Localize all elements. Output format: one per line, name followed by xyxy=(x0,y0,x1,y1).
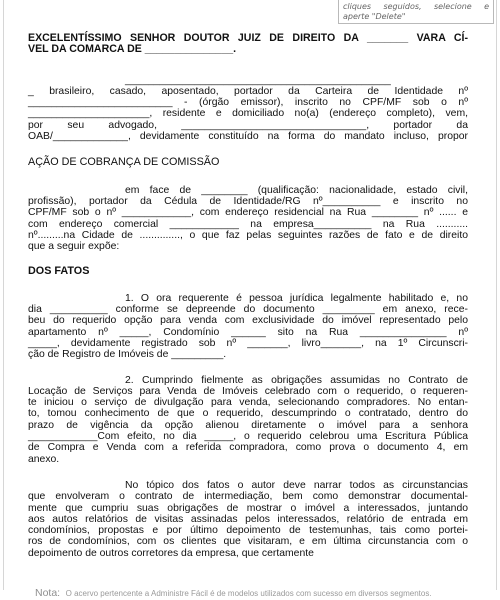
heading-line: VEL DA COMARCA DE _______________. xyxy=(28,43,237,56)
text-line: prazo de vigência da opção alienou diretamente o imóvel para a senhora xyxy=(28,419,468,431)
text-line: to, tomou conhecimento de que o requerido, descumprindo o contratado, dentro do xyxy=(28,408,468,420)
plaintiff-qualification-paragraph xyxy=(28,75,468,143)
court-heading xyxy=(28,33,468,56)
text-line: OAB/_____________, devidamente constituído na forma do mandato incluso, propor xyxy=(28,131,468,143)
instruction-hint-box xyxy=(338,0,494,24)
text-line: apartamento nº _____, Condomínio ______ sito na Rua _______________ nº xyxy=(28,326,468,338)
petition-body[interactable] xyxy=(28,33,468,559)
text-line: mente que cumpriu suas obrigações de mostrar o imóvel a interessados, juntando xyxy=(28,502,468,514)
text-line: profissão), portador da Cédula de Identidade/RG nº__________ e inscrito no xyxy=(28,195,468,207)
text-line: que a seguir expõe: xyxy=(28,241,120,253)
text-line: por seu advogado, ________________________________, portador da xyxy=(28,119,468,131)
text-line: dia __________ conforme se depreende do documento _________ em anexo, rece- xyxy=(28,304,468,316)
text-line: _________________________ - (órgão emissor), inscrito no CPF/MF sob o nº xyxy=(28,97,468,109)
text-line: _ brasileiro, casado, aposentado, portador da Carteira de Identidade nº xyxy=(28,85,468,97)
text-line: anexo. xyxy=(28,453,60,465)
text-line: ______________________________________________ xyxy=(125,74,391,86)
section-title-text: DOS FATOS xyxy=(28,265,90,278)
text-line: aos autos relatórios de visitas assinadas pelos interessados, relatório de entrada em xyxy=(28,513,468,525)
defendant-qualification-paragraph xyxy=(28,185,468,253)
text-line: No tópico dos fatos o autor deve narrar todos as circunstancias xyxy=(125,479,468,491)
text-line: ____________Com efeito, no dia _____, o requerido celebrou uma Escritura Pública xyxy=(28,431,468,443)
heading-line: EXCELENTÍSSIMO SENHOR DOUTOR JUIZ DE DIREITO DA _______ VARA CÍ- xyxy=(28,32,468,44)
fact-paragraph-3 xyxy=(28,480,468,559)
text-line: em face de ________ (qualificação: nacionalidade, estado civil, xyxy=(125,184,468,196)
footer-note xyxy=(35,587,495,599)
fact-paragraph-1 xyxy=(28,293,468,361)
text-line: _____________________, residente e domiciliado no(a) (endereço completo), vem, xyxy=(28,108,468,120)
text-line: que envolveram o contrato de intermediação, bem como demonstrar documental- xyxy=(28,491,468,503)
text-line: te iniciou o serviço de divulgação para venda, selecionando compradores. No entan- xyxy=(28,397,468,409)
action-title xyxy=(28,157,468,168)
footer-note-text: O acervo pertencente a Administre Fácil é de modelos utilizados com sucesso em diversos segmentos. xyxy=(65,589,432,598)
section-title-facts xyxy=(28,266,468,277)
text-line: depoimento de outros corretores da empresa, que certamente xyxy=(28,547,314,559)
text-line: condomínios, propostas e por último depoimento de testemunhas, tais como portei- xyxy=(28,525,468,537)
fact-paragraph-2 xyxy=(28,375,468,465)
text-line: com endereço comercial ____________ na empresa__________ na Rua ........... xyxy=(28,218,468,230)
text-line: nº.........na Cidade de .............., o que faz pelas seguintes razões de fato e de direito xyxy=(28,229,468,241)
text-line: ros de condomínios, com os clientes que visitaram, e em última circunstancia com o xyxy=(28,536,468,548)
text-line: de Compra e Venda com a referida compradora, como prova o documento 4, em xyxy=(28,442,468,454)
text-line: 2. Cumprindo fielmente as obrigações assumidas no Contrato de xyxy=(125,374,468,386)
text-line: beu do requerido opção para venda com exclusividade do imóvel representado pelo xyxy=(28,315,468,327)
text-line: 1. O ora requerente é pessoa jurídica legalmente habilitado e, no xyxy=(125,292,468,304)
text-line: _____, devidamente registrado sob nº _______, livro_______, na 1º Circunscri- xyxy=(28,337,468,349)
text-line: CPF/MF sob o nº ____________, com endereço residencial na Rua ________ nº ...... e xyxy=(28,207,468,219)
action-title-text: AÇÃO DE COBRANÇA DE COMISSÃO xyxy=(28,156,220,169)
text-line: ção de Registro de Imóveis de _________. xyxy=(28,349,227,361)
footer-note-label: Nota: xyxy=(35,587,61,599)
hint-line-1: cliques seguidos, selecione e xyxy=(343,2,489,11)
hint-line-2: aperte "Delete" xyxy=(343,12,406,21)
text-line: Locação de Serviços para Venda de Imóveis celebrado com o requerido, o requeren- xyxy=(28,385,468,397)
